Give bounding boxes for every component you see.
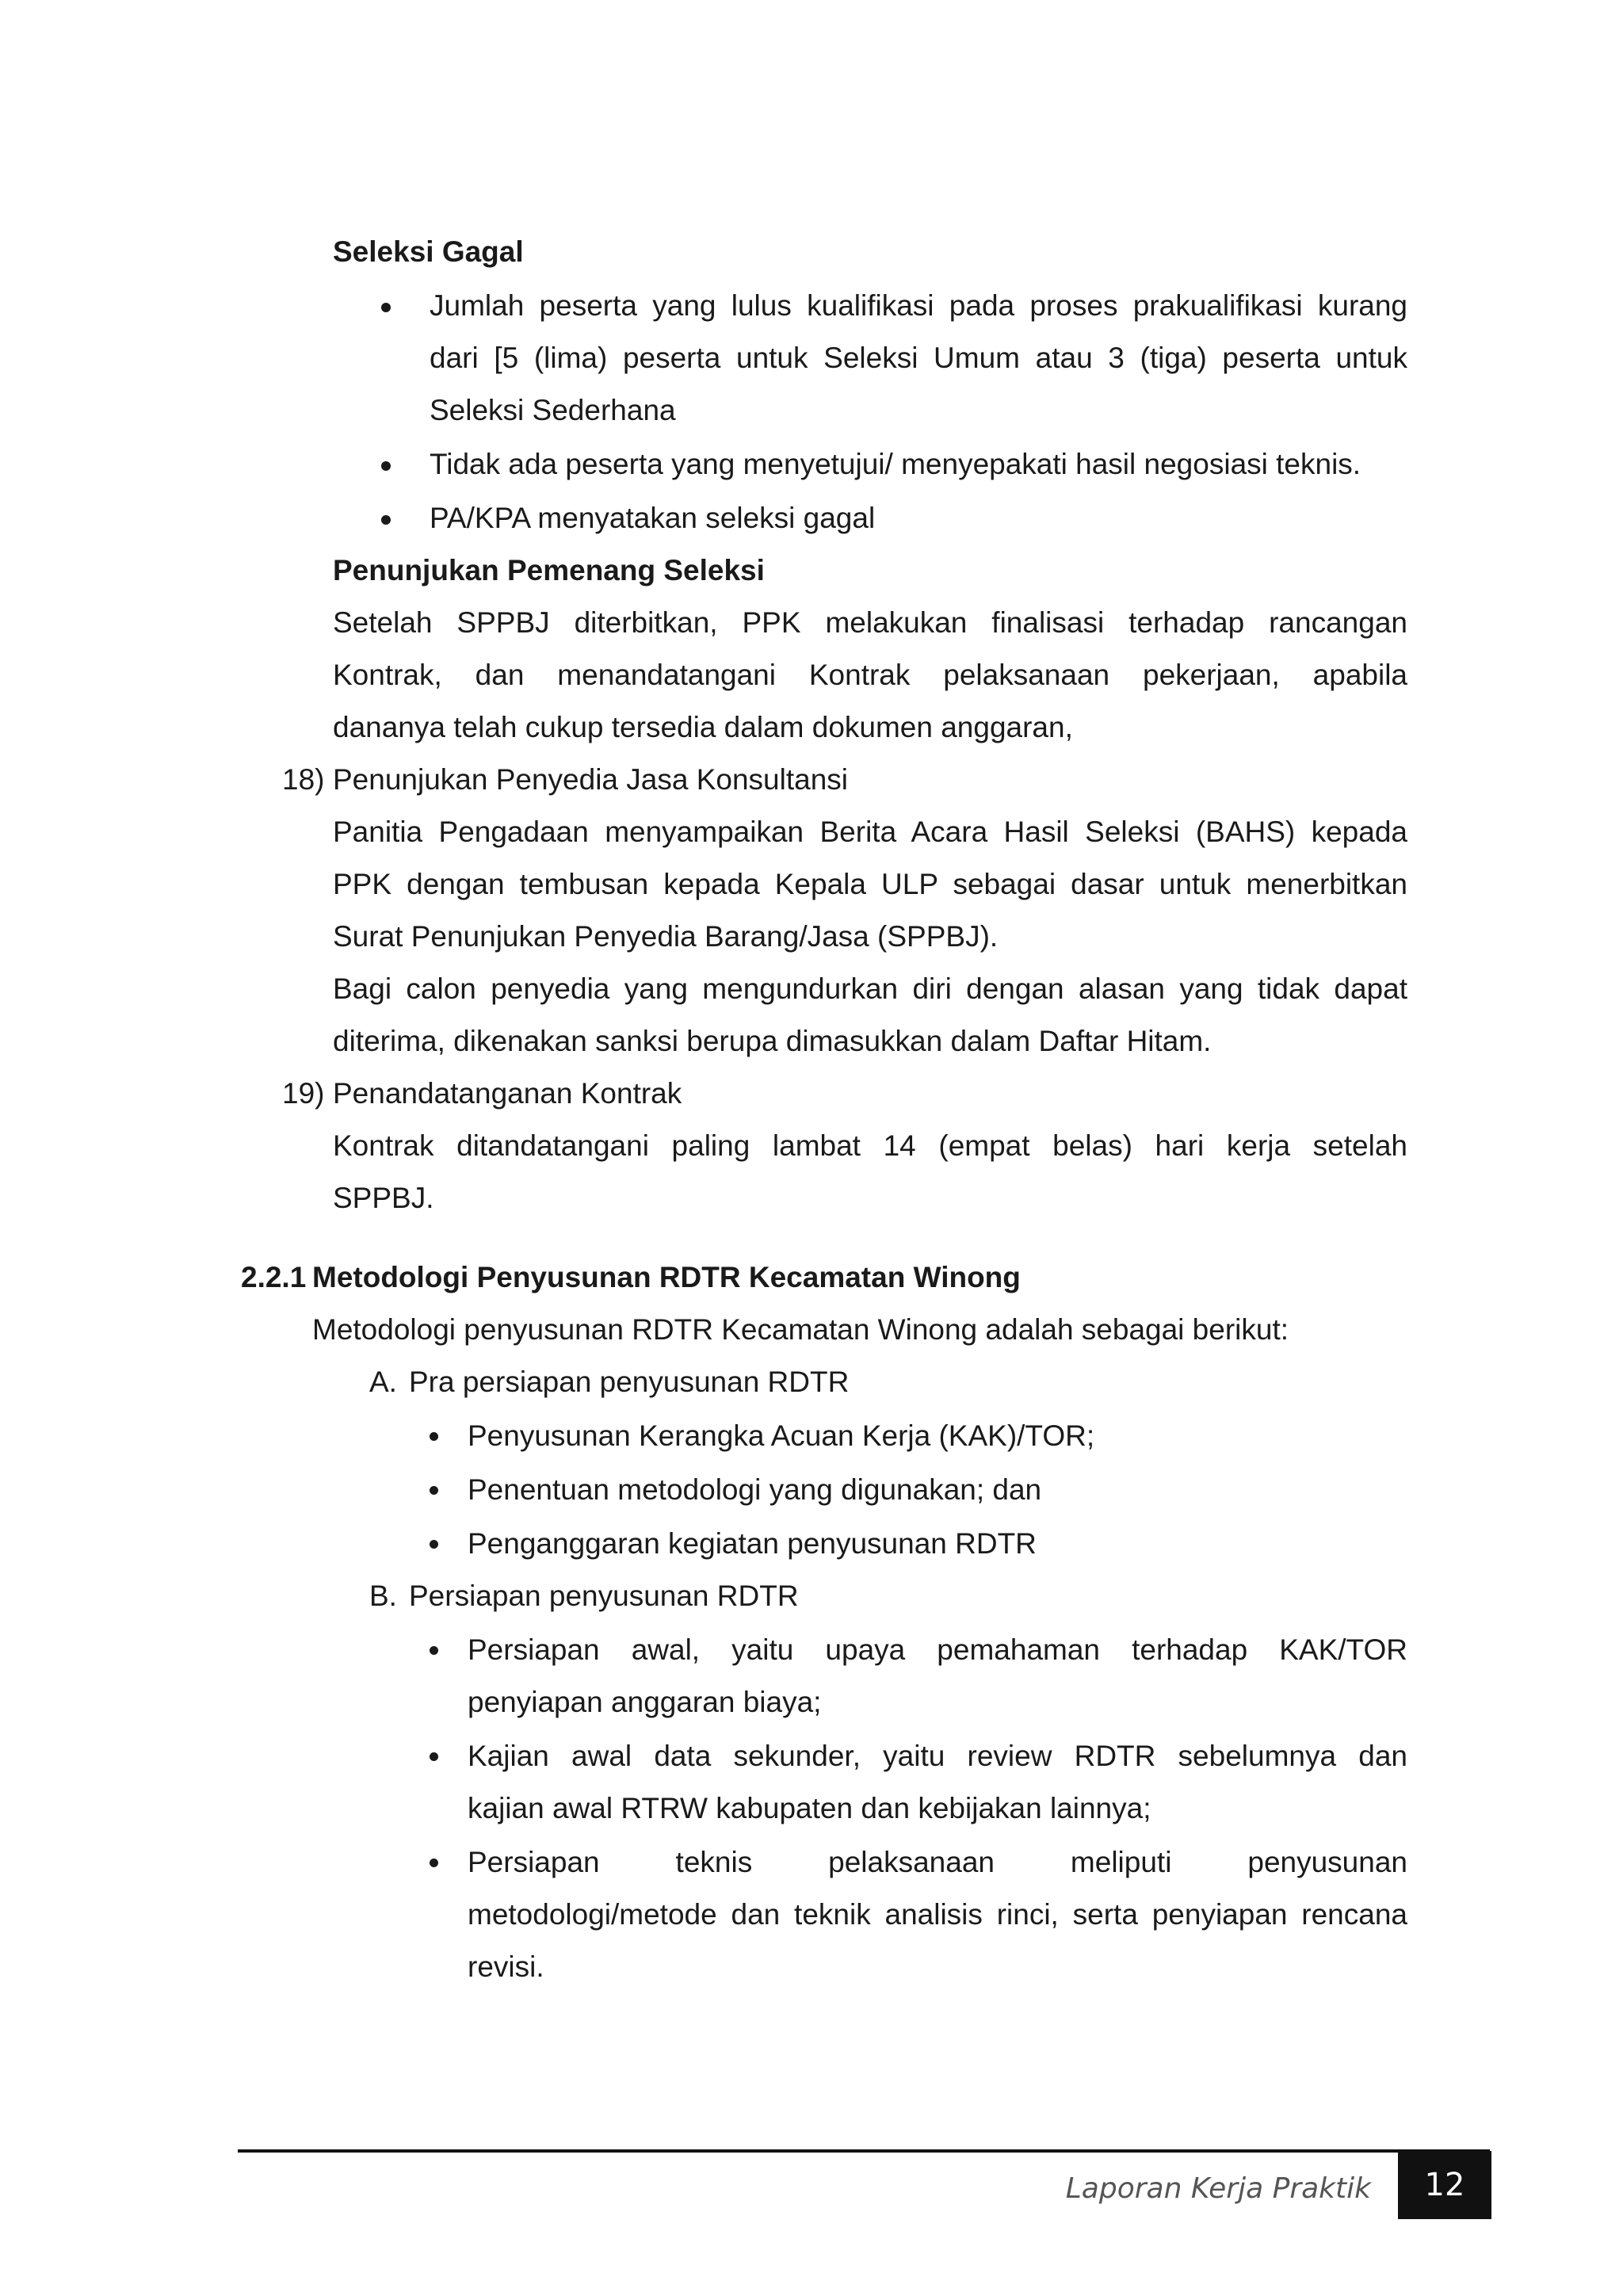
bullet-icon bbox=[381, 515, 391, 525]
bullet-line: Persiapan awal, yaitu upaya pemahaman terhadap KAK/TOR bbox=[468, 1633, 1407, 1666]
bullet-icon bbox=[430, 1752, 438, 1761]
bullet-line: Kajian awal data sekunder, yaitu review RDTR sebelumnya dan bbox=[468, 1740, 1407, 1772]
bullet-line: Tidak ada peserta yang menyetujui/ menyepakati hasil negosiasi teknis. bbox=[430, 448, 1361, 480]
page-number: 12 bbox=[1424, 2167, 1465, 2203]
bullet-icon bbox=[430, 1432, 438, 1441]
bullet-line: Penyusunan Kerangka Acuan Kerja (KAK)/TOR; bbox=[468, 1419, 1095, 1452]
list-number: 19) bbox=[282, 1077, 325, 1110]
list-number: 18) bbox=[282, 763, 325, 796]
sublist-title: Persiapan penyusunan RDTR bbox=[409, 1580, 799, 1612]
bullet-line: penyiapan anggaran biaya; bbox=[468, 1686, 822, 1718]
heading-penunjukan-pemenang: Penunjukan Pemenang Seleksi bbox=[333, 554, 765, 586]
section-title: Metodologi Penyusunan RDTR Kecamatan Winong bbox=[312, 1261, 1021, 1293]
paragraph-line: Bagi calon penyedia yang mengundurkan diri dengan alasan yang tidak dapat bbox=[333, 972, 1407, 1005]
footer-title: Laporan Kerja Praktik bbox=[1065, 2172, 1371, 2205]
bullet-icon bbox=[430, 1859, 438, 1867]
bullet-line: dari [5 (lima) peserta untuk Seleksi Umum atau 3 (tiga) peserta untuk bbox=[430, 342, 1407, 374]
bullet-line: Penentuan metodologi yang digunakan; dan bbox=[468, 1473, 1042, 1506]
bullet-line: metodologi/metode dan teknik analisis rinci, serta penyiapan rencana bbox=[468, 1898, 1407, 1931]
paragraph-line: PPK dengan tembusan kepada Kepala ULP sebagai dasar untuk menerbitkan bbox=[333, 868, 1407, 900]
bullet-line: Persiapan teknis pelaksanaan meliputi penyusunan bbox=[468, 1846, 1407, 1878]
bullet-line: revisi. bbox=[468, 1950, 544, 1983]
section-number: 2.2.1 bbox=[241, 1261, 307, 1293]
section-intro: Metodologi penyusunan RDTR Kecamatan Winong adalah sebagai berikut: bbox=[312, 1313, 1289, 1346]
bullet-line: PA/KPA menyatakan seleksi gagal bbox=[430, 502, 876, 534]
paragraph-line: Panitia Pengadaan menyampaikan Berita Acara Hasil Seleksi (BAHS) kepada bbox=[333, 816, 1407, 848]
bullet-icon bbox=[430, 1646, 438, 1655]
paragraph-line: diterima, dikenakan sanksi berupa dimasukkan dalam Daftar Hitam. bbox=[333, 1025, 1212, 1057]
bullet-icon bbox=[430, 1540, 438, 1549]
page-number-badge bbox=[1398, 2151, 1491, 2219]
sublist-title: Pra persiapan penyusunan RDTR bbox=[409, 1366, 850, 1398]
list-item-title: Penandatanganan Kontrak bbox=[333, 1077, 682, 1110]
bullet-line: kajian awal RTRW kabupaten dan kebijakan lainnya; bbox=[468, 1792, 1151, 1824]
footer-divider bbox=[238, 2149, 1490, 2153]
paragraph-line: SPPBJ. bbox=[333, 1182, 434, 1214]
paragraph-line: dananya telah cukup tersedia dalam dokumen anggaran, bbox=[333, 711, 1073, 743]
bullet-line: Penganggaran kegiatan penyusunan RDTR bbox=[468, 1527, 1037, 1560]
paragraph-line: Surat Penunjukan Penyedia Barang/Jasa (SPPBJ). bbox=[333, 920, 999, 953]
bullet-icon bbox=[430, 1486, 438, 1495]
sublist-label: B. bbox=[369, 1580, 397, 1612]
bullet-icon bbox=[381, 303, 391, 312]
bullet-line: Seleksi Sederhana bbox=[430, 394, 676, 426]
sublist-label: A. bbox=[369, 1366, 397, 1398]
heading-seleksi-gagal: Seleksi Gagal bbox=[333, 235, 524, 268]
list-item-title: Penunjukan Penyedia Jasa Konsultansi bbox=[333, 763, 849, 796]
paragraph-line: Setelah SPPBJ diterbitkan, PPK melakukan finalisasi terhadap rancangan bbox=[333, 606, 1407, 639]
bullet-icon bbox=[381, 461, 391, 471]
paragraph-line: Kontrak ditandatangani paling lambat 14 (empat belas) hari kerja setelah bbox=[333, 1129, 1407, 1162]
paragraph-line: Kontrak, dan menandatangani Kontrak pelaksanaan pekerjaan, apabila bbox=[333, 659, 1407, 691]
bullet-line: Jumlah peserta yang lulus kualifikasi pada proses prakualifikasi kurang bbox=[430, 289, 1407, 322]
